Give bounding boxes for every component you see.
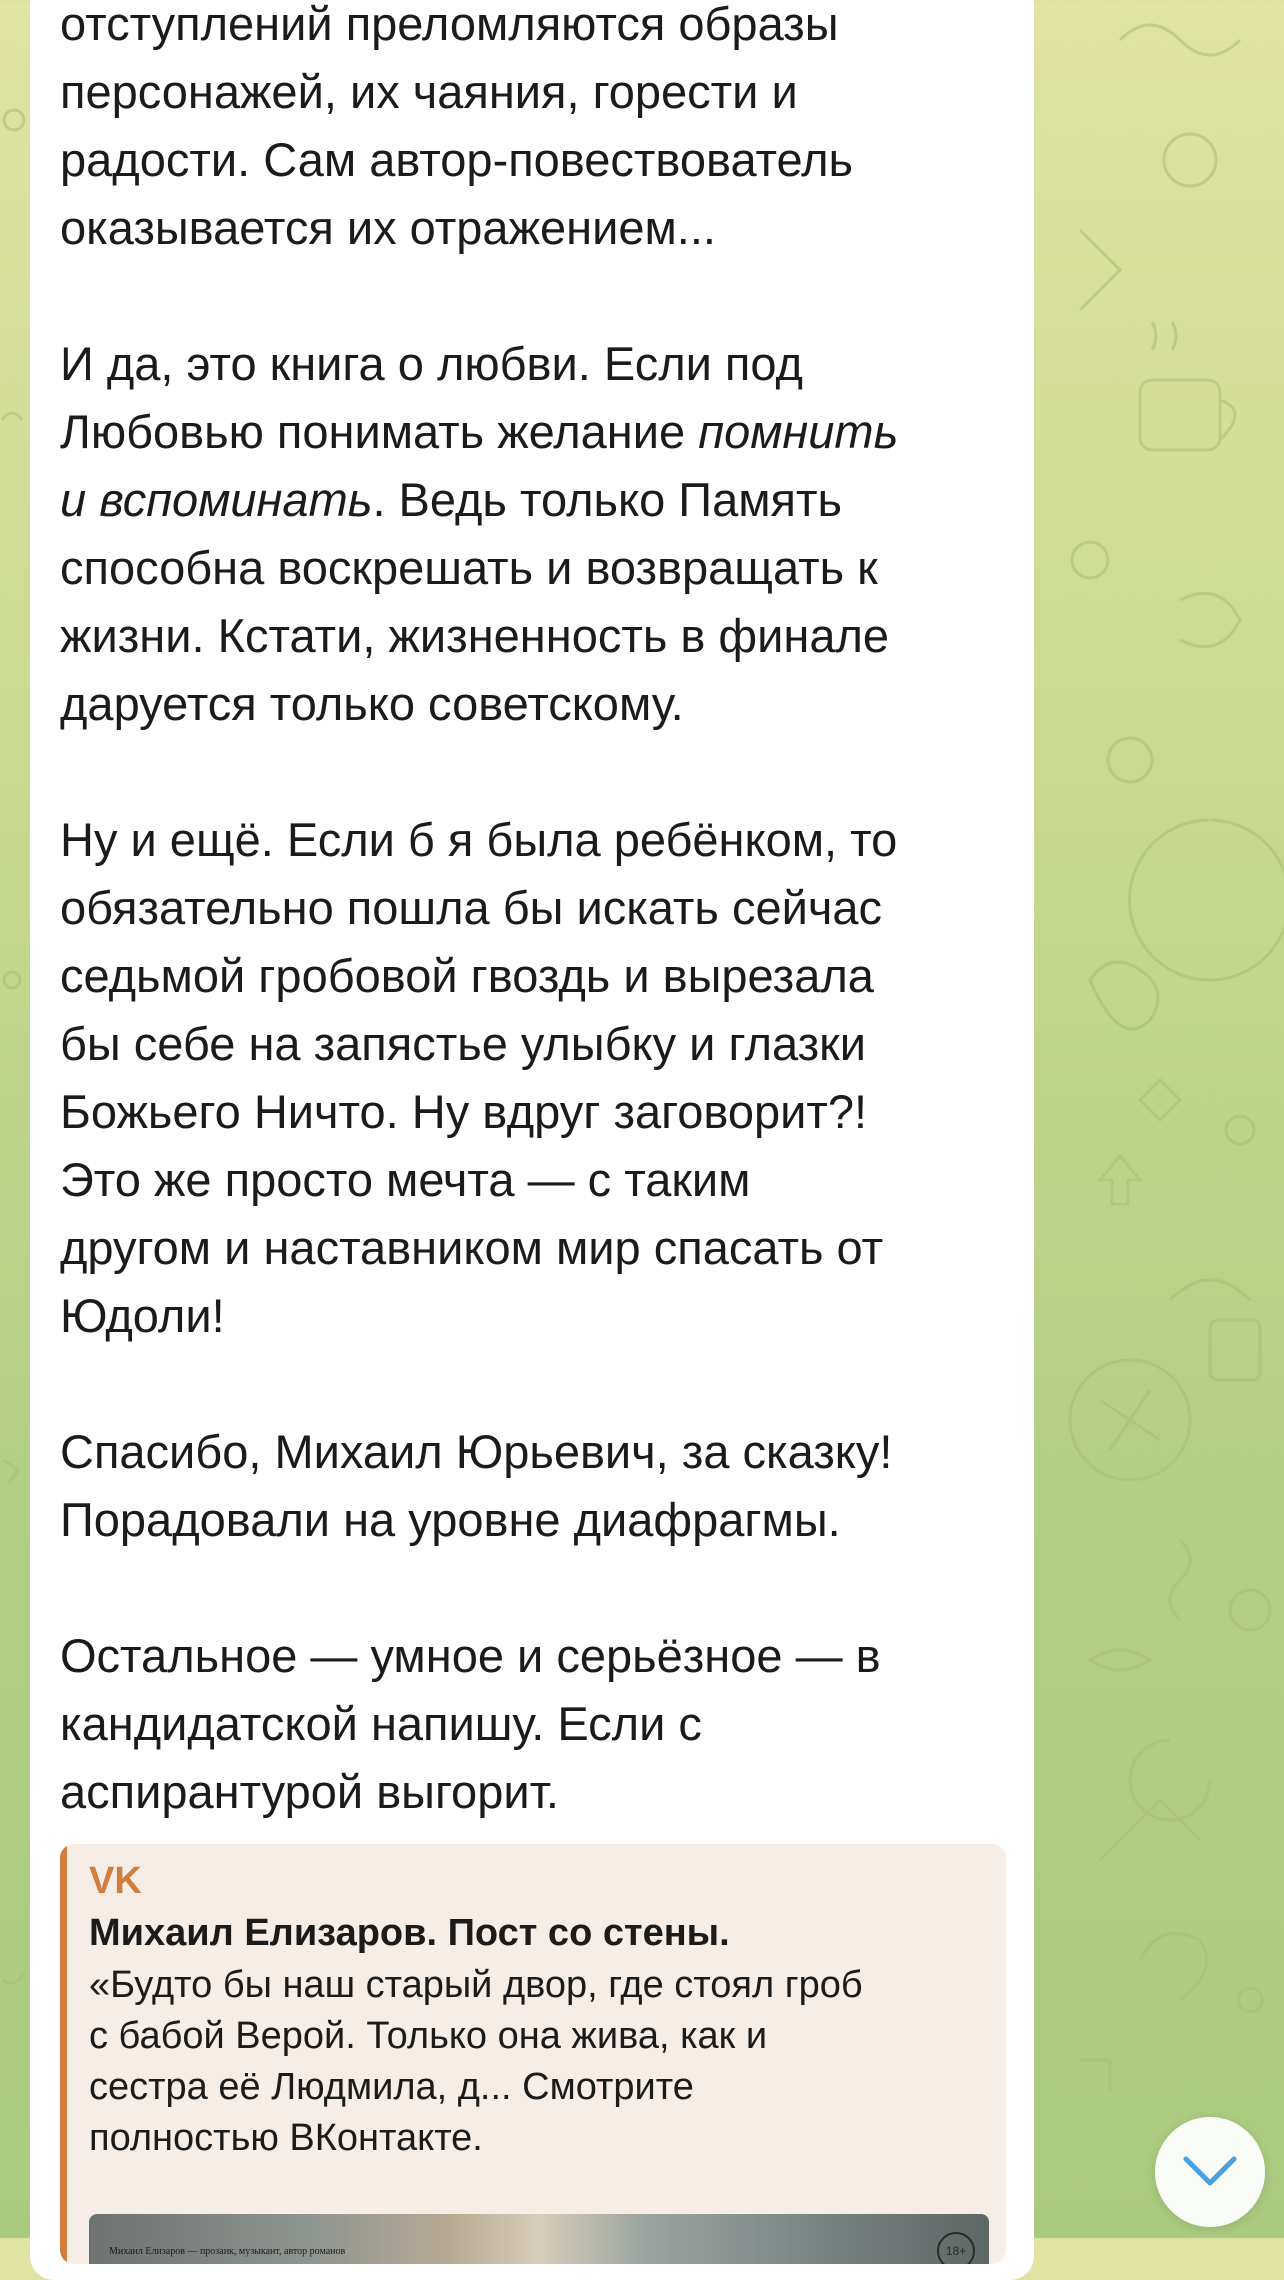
- message-line: [60, 1214, 1010, 1282]
- italic-text: и вспоминать: [60, 473, 373, 526]
- text-run: жизни. Кстати, жизненность в финале: [60, 609, 890, 662]
- message-line: [60, 534, 1010, 602]
- message-line: [60, 1690, 1010, 1758]
- link-preview[interactable]: [60, 1844, 1006, 2264]
- message-line: [60, 602, 1010, 670]
- message-line: [60, 670, 1010, 738]
- message-line: [60, 126, 1010, 194]
- message-line: [60, 1486, 1010, 1554]
- text-run: Божьего Ничто. Ну вдруг заговорит?!: [60, 1085, 868, 1138]
- message-paragraph: [60, 330, 1010, 738]
- message-line: [60, 330, 1010, 398]
- text-run: другом и наставником мир спасать от: [60, 1221, 884, 1274]
- text-run: кандидатской напишу. Если с: [60, 1697, 702, 1750]
- link-preview-accent-bar: [60, 1844, 67, 2264]
- message-line: [60, 1282, 1010, 1350]
- scroll-to-bottom-button[interactable]: [1155, 2117, 1265, 2227]
- chevron-down-icon: [1182, 2153, 1238, 2189]
- message-line: [60, 1146, 1010, 1214]
- text-run: Остальное — умное и серьёзное — в: [60, 1629, 881, 1682]
- text-run: седьмой гробовой гвоздь и вырезала: [60, 949, 874, 1002]
- message-line: [60, 1078, 1010, 1146]
- text-run: оказывается их отражением...: [60, 201, 716, 254]
- text-run: обязательно пошла бы искать сейчас: [60, 881, 882, 934]
- message-line: [60, 1758, 1010, 1826]
- text-run: аспирантурой выгорит.: [60, 1765, 559, 1818]
- message-paragraph: [60, 1622, 1010, 1826]
- link-preview-title: Михаил Елизаров. Пост со стены.: [89, 1912, 730, 1954]
- text-run: И да, это книга о любви. Если под: [60, 337, 803, 390]
- text-run: . Ведь только Память: [372, 473, 842, 526]
- link-preview-description-line: полностью ВКонтакте.: [89, 2117, 483, 2159]
- link-preview-description-line: «Будто бы наш старый двор, где стоял гроб: [89, 1964, 863, 2006]
- text-run: Спасибо, Михаил Юрьевич, за сказку!: [60, 1425, 893, 1478]
- message-line: [60, 466, 1010, 534]
- message-line: [60, 398, 1010, 466]
- text-run: даруется только советскому.: [60, 677, 684, 730]
- message-paragraph: [60, 1418, 1010, 1554]
- message-line: [60, 1418, 1010, 1486]
- age-rating-badge: 18+: [937, 2232, 975, 2264]
- message-line: [60, 874, 1010, 942]
- text-run: Юдоли!: [60, 1289, 225, 1342]
- message-line: [60, 1622, 1010, 1690]
- message-line: [60, 0, 1010, 58]
- text-run: радости. Сам автор-повествователь: [60, 133, 854, 186]
- message-line: [60, 58, 1010, 126]
- message-line: [60, 942, 1010, 1010]
- message-line: [60, 1010, 1010, 1078]
- message-text: [60, 0, 1010, 1894]
- message-line: [60, 194, 1010, 262]
- text-run: персонажей, их чаяния, горести и: [60, 65, 798, 118]
- text-run: Порадовали на уровне диафрагмы.: [60, 1493, 841, 1546]
- text-run: Ну и ещё. Если б я была ребёнком, то: [60, 813, 898, 866]
- link-preview-site-name: VK: [89, 1860, 142, 1902]
- text-run: отступлений преломляются образы: [60, 0, 839, 50]
- link-preview-description-line: с бабой Верой. Только она жива, как и: [89, 2015, 768, 2057]
- message-line: [60, 806, 1010, 874]
- text-run: способна воскрешать и возвращать к: [60, 541, 878, 594]
- message-paragraph: [60, 0, 1010, 262]
- text-run: Любовью понимать желание: [60, 405, 699, 458]
- text-run: бы себе на запястье улыбку и глазки: [60, 1017, 866, 1070]
- link-preview-description-line: сестра её Людмила, д... Смотрите: [89, 2066, 694, 2108]
- link-preview-image-caption: Михаил Елизаров — прозаик, музыкант, автор романов: [109, 2246, 346, 2257]
- link-preview-image[interactable]: [89, 2214, 989, 2264]
- text-run: Это же просто мечта — с таким: [60, 1153, 751, 1206]
- italic-text: помнить: [698, 405, 899, 458]
- message-paragraph: [60, 806, 1010, 1350]
- link-preview-description: [89, 1960, 989, 2164]
